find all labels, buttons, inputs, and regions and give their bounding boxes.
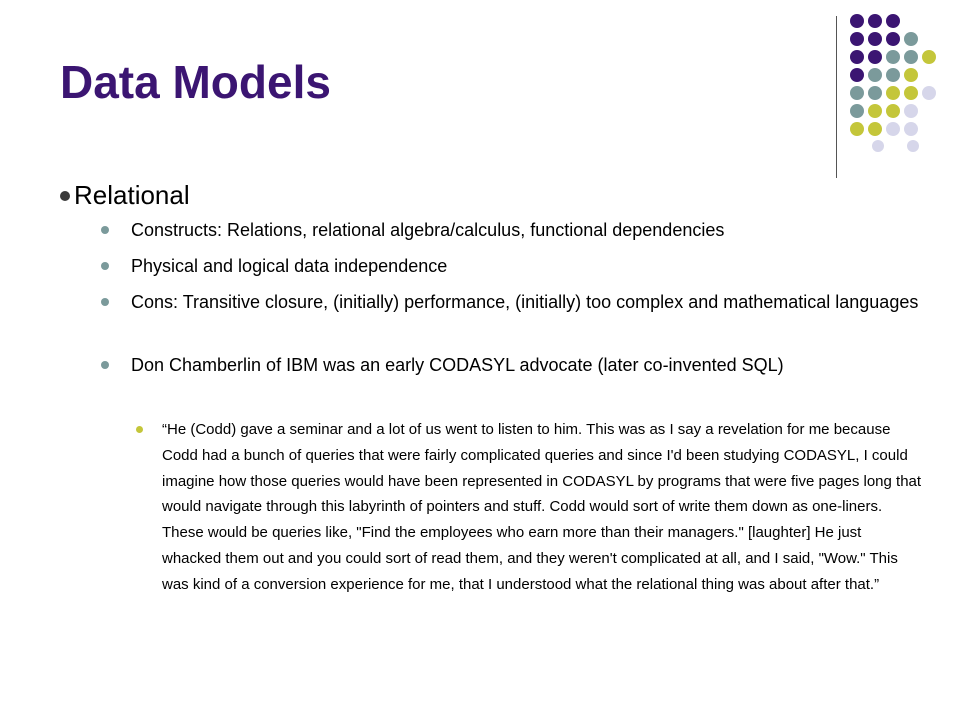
- decor-dot: [868, 50, 882, 64]
- decor-dot: [850, 68, 864, 82]
- decor-dot: [904, 86, 918, 100]
- decor-dot: [868, 86, 882, 100]
- slide-title: Data Models: [60, 56, 331, 108]
- bullet-text: Relational: [74, 180, 190, 210]
- decor-dot: [868, 122, 882, 136]
- sub-bullet-text: Constructs: Relations, relational algebra/calculus, functional dependencies: [131, 220, 725, 240]
- decor-dot: [922, 86, 936, 100]
- bullet-marker-icon: [101, 226, 109, 234]
- decor-dot: [886, 68, 900, 82]
- decor-dot: [904, 68, 918, 82]
- sub-bullet-data-independence: [131, 252, 931, 280]
- decor-dot: [904, 104, 918, 118]
- decor-dot: [868, 32, 882, 46]
- decor-dot: [886, 50, 900, 64]
- decor-dot: [850, 122, 864, 136]
- sub-bullet-constructs: [131, 216, 931, 244]
- decor-dot: [922, 50, 936, 64]
- decor-dot: [850, 32, 864, 46]
- decor-dot: [850, 104, 864, 118]
- codd-quote: [162, 417, 922, 598]
- bullet-marker-icon: [60, 191, 70, 201]
- decor-dot: [868, 14, 882, 28]
- decor-dot: [907, 140, 919, 152]
- decor-dot: [886, 14, 900, 28]
- sub-bullet-chamberlin: [131, 351, 931, 379]
- bullet-marker-icon: [101, 298, 109, 306]
- quote-text: “He (Codd) gave a seminar and a lot of us went to listen to him. This was as I say a revelation for me because Codd had a bunch of queries that were fairly complicated queries and since I'd been studying CODASYL, I could imagine how those queries would have been represented in CODASYL by programs that were five pages long that would navigate through this labyrinth of pointers and stuff. Codd would sort of write them down as one-liners. These would be queries like, "Find the employees who earn more than their managers." [laughter] He just whacked them out and you could sort of read them, and they weren't complicated at all, and I said, "Wow." This was kind of a conversion experience for me, that I understood what the relational thing was about after that.”: [162, 421, 922, 593]
- decor-dot: [850, 86, 864, 100]
- decor-dot: [850, 50, 864, 64]
- decor-dot: [886, 32, 900, 46]
- decor-dot: [904, 50, 918, 64]
- decor-dot: [868, 104, 882, 118]
- sub-bullet-cons: [131, 288, 931, 316]
- decor-dot: [886, 86, 900, 100]
- bullet-marker-icon: [136, 426, 143, 433]
- decor-dot: [868, 68, 882, 82]
- decor-dot: [886, 104, 900, 118]
- decor-dot: [886, 122, 900, 136]
- decor-dot: [872, 140, 884, 152]
- decor-dot: [850, 14, 864, 28]
- decor-dot: [904, 122, 918, 136]
- bullet-marker-icon: [101, 262, 109, 270]
- sub-bullet-text: Cons: Transitive closure, (initially) performance, (initially) too complex and mathematical languages: [131, 292, 919, 312]
- bullet-marker-icon: [101, 361, 109, 369]
- sub-bullet-text: Don Chamberlin of IBM was an early CODASYL advocate (later co-invented SQL): [131, 355, 784, 375]
- bullet-relational: [74, 180, 934, 211]
- sub-bullet-text: Physical and logical data independence: [131, 256, 448, 276]
- decorative-divider-line: [836, 16, 837, 178]
- decor-dot: [904, 32, 918, 46]
